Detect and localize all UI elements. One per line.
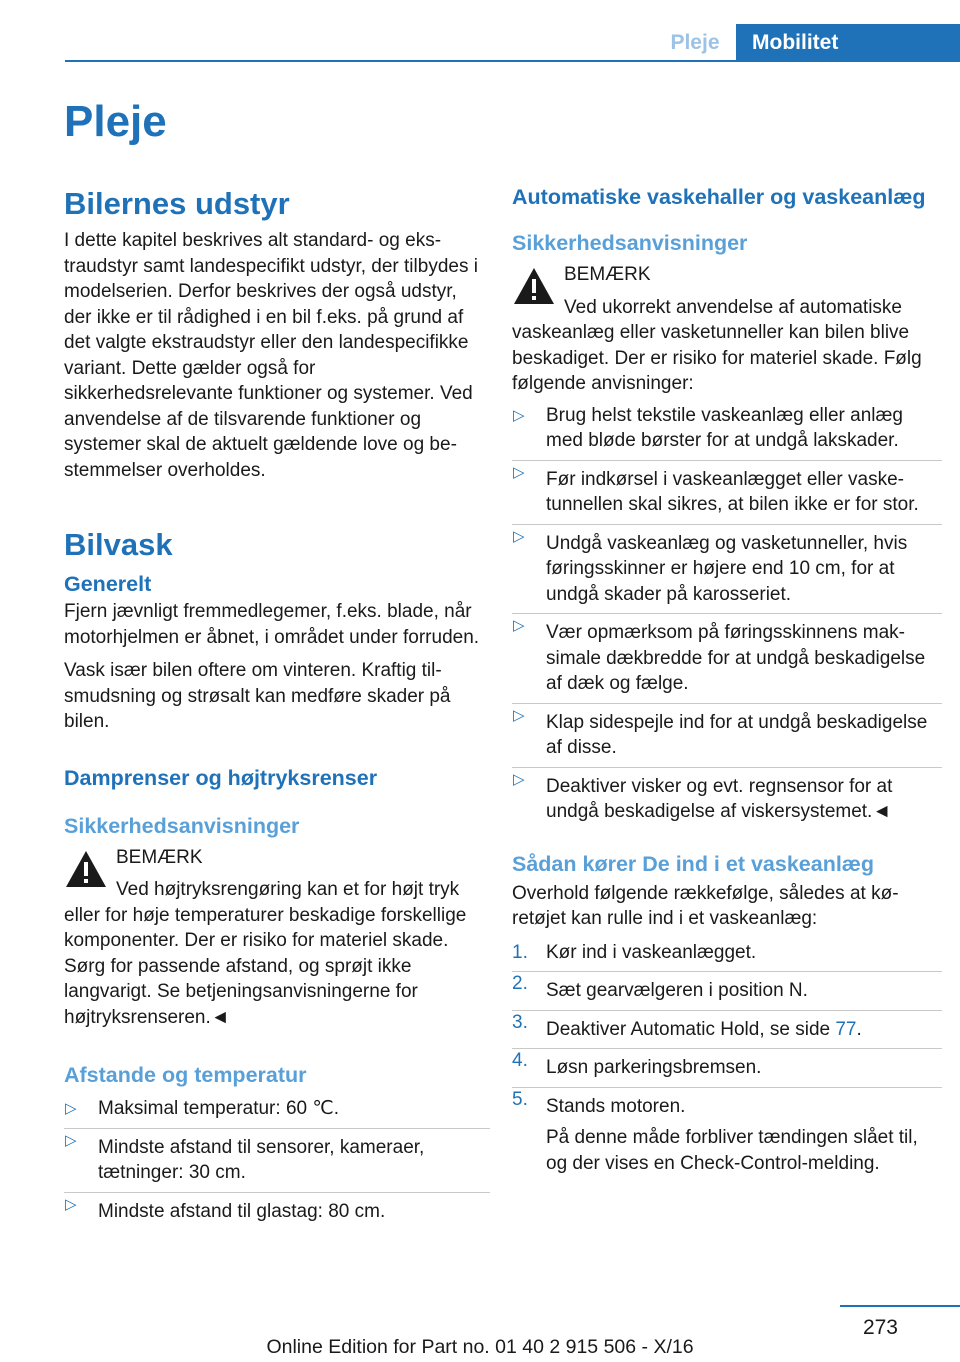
triangle-bullet-icon: ▷ (513, 406, 525, 424)
list-item: ▷ Brug helst tekstile vaskeanlæg eller anlæg med bløde børster for at undgå lakskader. (513, 404, 903, 451)
heading-sikkerhedsanvisninger-right: Sikkerhedsanvisninger (512, 231, 748, 255)
paragraph-generelt-2: Vask især bilen oftere om vinteren. Kraftig tilsmudsning og strøsalt kan medføre skader på bilen. (64, 660, 451, 732)
triangle-bullet-icon: ▷ (513, 770, 525, 788)
warning-box-left (64, 845, 480, 1031)
warning-text: Ved ukorrekt anvendelse af automatiske vaskeanlæg eller vasketunneller kan bilen blive beskadiget. Der er risiko for materiel skade. Følg følgende anvisninger: (512, 296, 922, 394)
heading-automatiske-vaskehaller: Automatiske vaskehaller og vaskeanlæg (512, 185, 926, 209)
paragraph-udstyr: I dette kapitel beskrives alt standard- og ekstraudstyr samt landespecifikt udstyr, der tilbydes i modelserien. Derfor beskrives der også udstyr, der ikke er til rådighed i en bil f.eks. på grund af det valgte ekstraudstyr eller den landespecifikke variant. Dette gælder også for sikkerhedsrelevante funktioner og systemer. Ved anvendelse af de tilsvarende funktioner og systemer skal de aktuelt gældende love og bestemmelser overholdes. (64, 230, 478, 481)
right-column (512, 184, 932, 1182)
paragraph-saadan: Overhold følgende rækkefølge, således at køretøjet kan rulle ind i et vaskeanlæg: (512, 882, 899, 929)
list-item: 2. Sæt gearvælgeren i position N. (512, 971, 932, 1004)
triangle-bullet-icon: ▷ (513, 463, 525, 481)
washing-tips-list (512, 403, 932, 825)
list-item: ▷ Mindste afstand til glastag: 80 cm. (64, 1192, 480, 1225)
header-tab-chapter[interactable]: Mobilitet (736, 24, 960, 61)
page-link-77[interactable]: 77 (835, 1018, 857, 1040)
heading-bilernes-udstyr: Bilernes udstyr (64, 186, 290, 221)
left-column (64, 184, 480, 1230)
triangle-bullet-icon: ▷ (513, 527, 525, 545)
warning-box-right (512, 262, 932, 397)
list-item: ▷ Maksimal temperatur: 60 ℃. (64, 1096, 480, 1122)
list-item: ▷ Klap sidespejle ind for at undgå beskadigelse af disse. (512, 703, 932, 761)
page-title: Pleje (64, 97, 167, 146)
list-item: ▷ Undgå vaskeanlæg og vasketunneller, hvis føringsskinner er højere end 10 cm, for at undgå skader på karosseriet. (512, 524, 932, 608)
list-item: 5. Stands motoren. På denne måde forbliver tændingen slået til, og der vises en Check-Control-melding. (512, 1087, 932, 1177)
list-item: 1. Kør ind i vaskeanlægget. (512, 941, 757, 963)
warning-triangle-icon (64, 849, 108, 889)
page-number: 273 (862, 1316, 898, 1339)
list-item: ▷ Mindste afstand til sensorer, kameraer, tætninger: 30 cm. (64, 1128, 480, 1186)
header-tab-section[interactable]: Pleje (670, 31, 720, 54)
heading-sikkerhedsanvisninger-left: Sikkerhedsanvisninger (64, 813, 300, 838)
paragraph-generelt-1: Fjern jævnligt fremmedlegemer, f.eks. blade, når motorhjelmen er åbnet, i området under forruden. (64, 601, 480, 648)
list-item: ▷ Vær opmærksom på føringsskinnens maksimale dækbredde for at undgå beskadigelse af dæk og fælge. (512, 613, 932, 697)
warning-text: Ved højtryksrengøring kan et for højt tryk eller for høje temperaturer beskadige forskellige komponenter. Der er risiko for materiel skade. Sørg for passende afstand, og sprøjt ikke langvarigt. Se betjeningsanvisningerne for højtryksrenseren.◄ (64, 879, 467, 1028)
heading-afstande: Afstande og temperatur (64, 1063, 307, 1087)
list-item: ▷ Deaktiver visker og evt. regnsensor for at undgå beskadigelse af viskersystemet.◄ (512, 767, 932, 825)
heading-generelt: Generelt (64, 572, 152, 596)
footer-rule (840, 1305, 960, 1307)
list-item: ▷ Før indkørsel i vaskeanlægget eller vasketunnellen skal sikres, at bilen ikke er for stor. (512, 460, 932, 518)
footer-edition: Online Edition for Part no. 01 40 2 915 506 - X/16 (266, 1336, 694, 1358)
heading-bilvask: Bilvask (64, 527, 173, 562)
warning-triangle-icon (512, 266, 556, 306)
triangle-bullet-icon: ▷ (65, 1131, 77, 1149)
triangle-bullet-icon: ▷ (513, 617, 525, 634)
steps-list (512, 940, 932, 1177)
list-item: 4. Løsn parkeringsbremsen. (512, 1048, 932, 1081)
triangle-bullet-icon: ▷ (65, 1195, 77, 1213)
heading-saadan-koerer: Sådan kører De ind i et vaskeanlæg (512, 851, 875, 876)
warning-label: BEMÆRK (116, 846, 203, 868)
triangle-bullet-icon: ▷ (513, 706, 525, 724)
list-item: 3. Deaktiver Automatic Hold, se side 77. (512, 1010, 932, 1043)
step-5-note: På denne måde forbliver tændingen slået til, og der vises en Check-Control-melding. (546, 1127, 918, 1174)
heading-damprenser: Damprenser og højtryksrenser (64, 765, 378, 790)
warning-label: BEMÆRK (564, 264, 651, 285)
triangle-bullet-icon: ▷ (65, 1100, 77, 1117)
distance-list (64, 1096, 480, 1224)
